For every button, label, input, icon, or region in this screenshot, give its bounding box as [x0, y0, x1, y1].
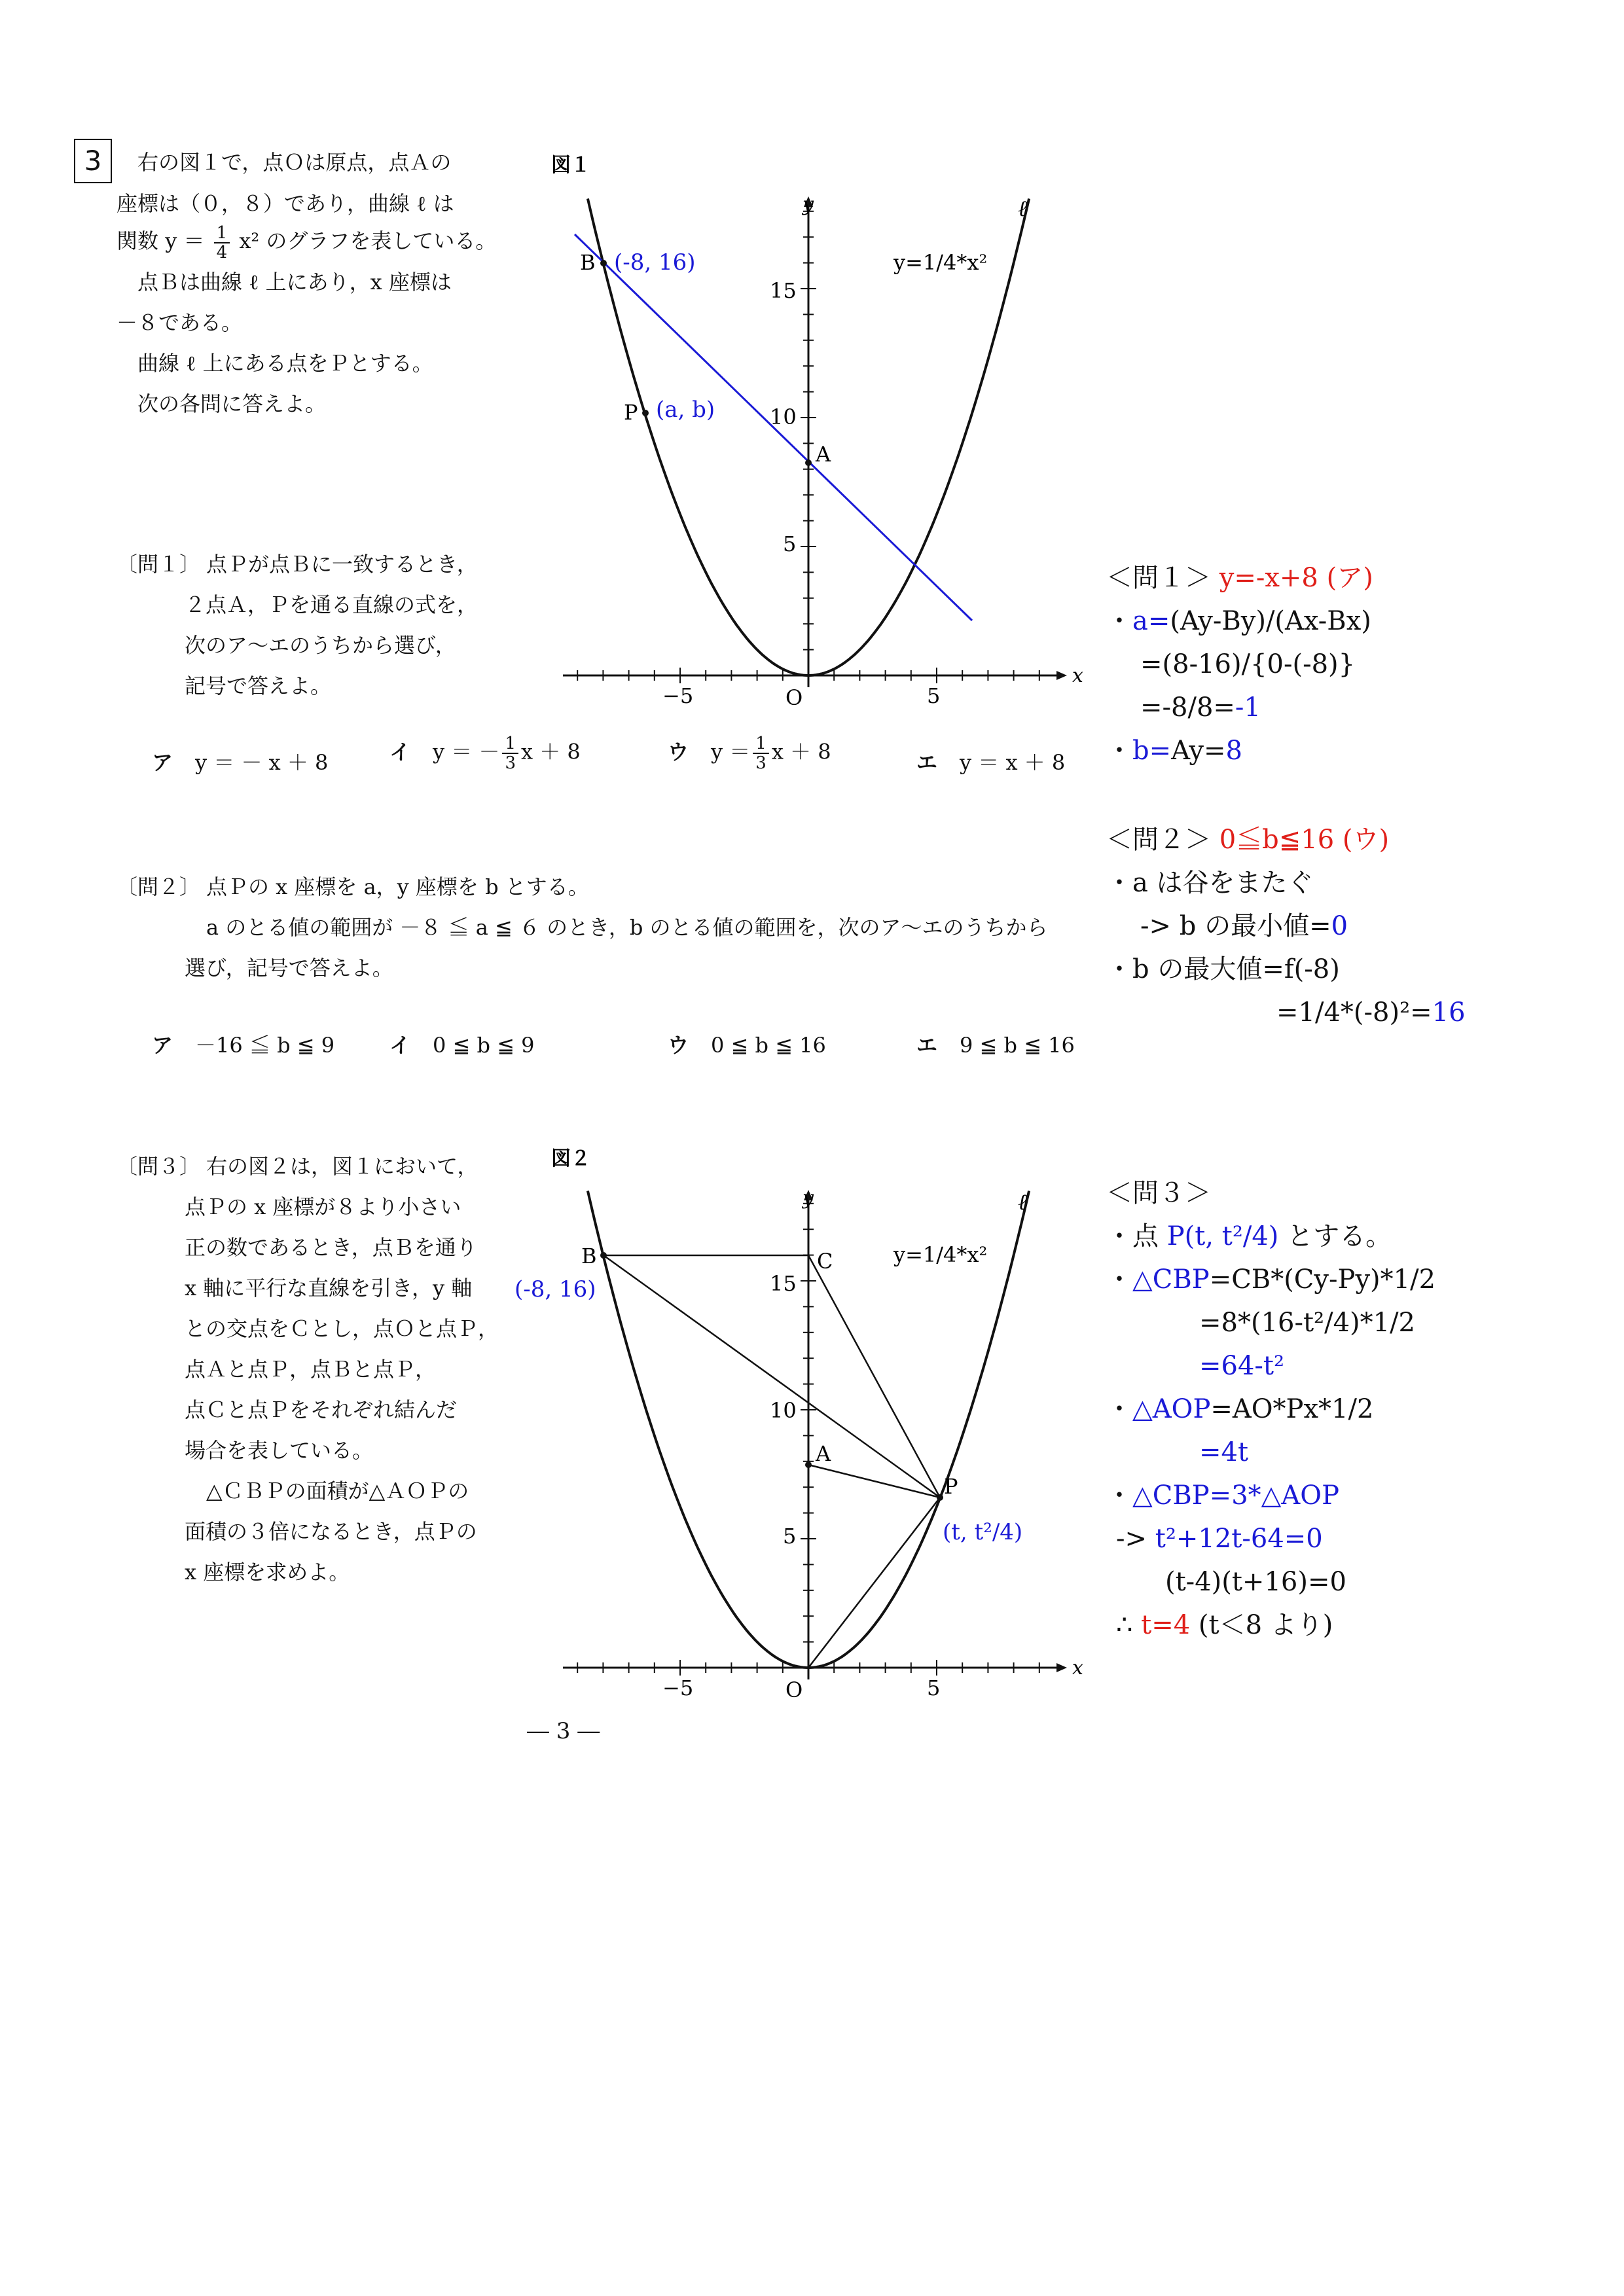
option-post: x ＋ 8: [521, 739, 581, 764]
fig1-equation: y=1/4*x²: [893, 250, 988, 275]
fig2-tick-y-15: 15: [770, 1271, 797, 1296]
fig1-label-p: P: [624, 400, 638, 425]
sol2-min-label: -> b の最小値=: [1140, 911, 1331, 941]
fig1-y-label: y: [803, 193, 814, 216]
sol3-point-p: P(t, t²/4): [1166, 1221, 1279, 1251]
q1-line-4: 記号で答えよ。: [185, 673, 332, 698]
q1-line-1: 点Ｐが点Ｂに一致するとき，: [206, 552, 478, 577]
option-pre: y ＝: [711, 739, 751, 764]
sol3-line-3: =8*(16-t²/4)*1/2: [1199, 1308, 1415, 1338]
q3-line-6: 点Ａと点Ｐ，点Ｂと点Ｐ，: [185, 1357, 437, 1382]
intro-func-prefix: y ＝: [165, 228, 205, 253]
fig2-title: 図２: [551, 1147, 590, 1170]
sol3-line-10: [1116, 1604, 1333, 1647]
option-pre: y ＝ －: [433, 739, 500, 764]
sol3-heading: ＜問３＞: [1106, 1178, 1211, 1208]
fig1-tick-y-15: 15: [770, 278, 797, 303]
sol3-line-8: [1116, 1517, 1323, 1560]
sol3-line-4: =64-t²: [1199, 1351, 1285, 1381]
fig2-origin: O: [785, 1677, 803, 1702]
sol1-intercept: 8: [1225, 736, 1242, 766]
sol1-line-3: [1140, 686, 1261, 729]
sol1-slope: -1: [1235, 692, 1261, 723]
sol3-quadratic: t²+12t-64=0: [1155, 1524, 1323, 1554]
fig1-tick-x-5: 5: [927, 683, 941, 708]
fig2-label-c: C: [817, 1249, 833, 1274]
fig2-x-label: x: [1072, 1657, 1083, 1679]
bullet: ・: [1106, 606, 1132, 636]
intro-line-1: 右の図１で，点Ｏは原点，点Ａの: [137, 150, 452, 175]
sol3-cbp-label: △CBP: [1132, 1265, 1210, 1295]
sol2-max-value: 16: [1432, 997, 1466, 1028]
fig1-tick-x-neg5: −5: [662, 683, 694, 708]
fig1-label-a: A: [816, 442, 831, 467]
fig2-point-a: [805, 1462, 812, 1468]
fig2-coord-p: (t, t²/4): [943, 1519, 1023, 1545]
fig1-x-arrow-icon: [1056, 671, 1067, 680]
option-mark: ウ: [668, 739, 689, 764]
q3-line-1: 右の図２は，図１において，: [206, 1154, 478, 1179]
sol1-line-1: [1106, 600, 1371, 643]
sol1-calc: =-8/8=: [1140, 692, 1235, 723]
intro-line-5: －８である。: [117, 310, 243, 335]
fig2-label-b: B: [581, 1244, 597, 1268]
q3-line-2: 点Ｐの x 座標が８より小さい: [185, 1194, 461, 1219]
option-mark: エ: [916, 750, 938, 775]
q1-label: 〔問１〕: [117, 552, 201, 577]
q3-label: 〔問３〕: [117, 1154, 201, 1179]
sol1-b-label: b=: [1132, 736, 1172, 766]
q1-line-2: ２点Ａ，Ｐを通る直線の式を，: [185, 592, 478, 617]
sol1-heading-line: [1106, 556, 1373, 600]
sol3-point-label: ・点: [1106, 1221, 1167, 1251]
fig1-tick-y-10: 10: [770, 404, 797, 429]
option-text: 0 ≦ b ≦ 9: [433, 1033, 535, 1058]
sol2-max-calc: =1/4*(-8)²=: [1276, 997, 1432, 1028]
sol1-b-calc: Ay=: [1171, 736, 1226, 766]
fig1-coord-b: (-8, 16): [614, 249, 696, 276]
sol3-therefore: ∴: [1116, 1610, 1142, 1640]
intro-line-6: 曲線 ℓ 上にある点をＰとする。: [137, 351, 433, 376]
sol3-arrow: ->: [1116, 1524, 1155, 1554]
intro-line-7: 次の各問に答えよ。: [137, 391, 327, 416]
sol3-line-1: [1106, 1215, 1392, 1258]
fig1-label-b: B: [580, 250, 596, 275]
sol2-line-1: ・a は谷をまたぐ: [1106, 868, 1314, 898]
sol1-formula: (Ay-By)/(Ax-Bx): [1170, 606, 1371, 636]
q2-line-1: 点Ｐの x 座標を a，y 座標を b とする。: [206, 874, 589, 899]
fig1-point-a: [805, 459, 812, 466]
fig2-tick-y-5: 5: [783, 1524, 797, 1549]
frac-den: 3: [505, 753, 516, 773]
option-mark: ア: [152, 1033, 173, 1058]
option-text: y ＝ x ＋ 8: [960, 750, 1066, 775]
q3-line-4: x 軸に平行な直線を引き，y 軸: [185, 1276, 473, 1300]
fig1-origin: O: [785, 685, 803, 710]
option-text: 9 ≦ b ≦ 16: [960, 1033, 1075, 1058]
intro-func-suffix: x² のグラフを表している。: [239, 228, 497, 253]
q3-line-10: 面積の３倍になるとき，点Ｐの: [185, 1519, 477, 1544]
fig2-tick-x-5: 5: [927, 1676, 941, 1700]
option-mark: エ: [916, 1033, 938, 1058]
problem-number: 3: [74, 139, 112, 183]
q1-line-3: 次のア～エのうちから選び，: [185, 633, 456, 658]
frac-den: 3: [755, 753, 767, 773]
fig2-curve-label: ℓ: [1018, 1189, 1028, 1215]
bullet: ・: [1106, 736, 1132, 766]
q3-line-9: △ＣＢＰの面積が△ＡＯＰの: [206, 1479, 469, 1503]
option-mark: ア: [152, 750, 173, 775]
sol3-line-5: [1106, 1388, 1373, 1431]
q3-line-8: 場合を表している。: [185, 1438, 374, 1463]
sol1-answer: y=-x+8 (ア): [1219, 563, 1373, 593]
frac-num: 1: [753, 734, 769, 754]
sol3-line-6: =4t: [1199, 1437, 1249, 1467]
frac-num: 1: [502, 734, 518, 754]
fig1-tick-y-5: 5: [783, 531, 797, 556]
sol2-line-3: ・b の最大値=f(-8): [1106, 954, 1340, 984]
fig2-label-a: A: [816, 1441, 831, 1466]
option-text: 0 ≦ b ≦ 16: [711, 1033, 826, 1058]
sol1-heading: ＜問１＞: [1106, 563, 1211, 593]
fig2-segment-ap: [808, 1465, 940, 1498]
sol3-relation: △CBP=3*△AOP: [1132, 1480, 1339, 1511]
sol1-a-label: a=: [1132, 606, 1170, 636]
option-mark: イ: [389, 1033, 411, 1058]
frac-num: 1: [214, 224, 230, 243]
intro-func-label: 関数: [117, 228, 159, 253]
option-mark: ウ: [668, 1033, 689, 1058]
sol2-line-4: [1276, 991, 1466, 1034]
sol3-line-9: (t-4)(t+16)=0: [1165, 1567, 1346, 1597]
q3-line-5: との交点をＣとし，点Ｏと点Ｐ，: [185, 1316, 499, 1341]
fig2-tick-x-neg5: −5: [662, 1676, 694, 1700]
page-number: ― 3 ―: [527, 1718, 600, 1744]
sol1-line-2: =(8-16)/{0-(-8)}: [1140, 649, 1356, 679]
fig2-label-p: P: [944, 1474, 958, 1499]
sol2-line-2: [1140, 905, 1348, 948]
fig2-x-arrow-icon: [1056, 1663, 1067, 1672]
fig2-tick-y-10: 10: [770, 1398, 797, 1423]
option-text: y ＝ － x ＋ 8: [195, 750, 329, 775]
q2-line-2: a のとる値の範囲が －８ ≦ a ≦ ６ のとき，b のとる値の範囲を，次のア～エのうちから: [206, 915, 1048, 940]
option-mark: イ: [389, 739, 411, 764]
sol3-condition: (t＜8 より): [1190, 1610, 1333, 1640]
sol2-answer: 0≦b≦16 (ウ): [1219, 825, 1390, 855]
sol3-aop-formula: =AO*Px*1/2: [1210, 1394, 1374, 1424]
sol3-line-2: [1106, 1258, 1435, 1301]
sol2-heading-line: [1106, 818, 1389, 861]
fig1-point-p: [642, 410, 649, 416]
sol2-heading: ＜問２＞: [1106, 825, 1211, 855]
q3-line-7: 点Ｃと点Ｐをそれぞれ結んだ: [185, 1397, 458, 1422]
sol2-min-value: 0: [1331, 911, 1348, 941]
bullet: ・: [1106, 1480, 1132, 1511]
intro-line-4: 点Ｂは曲線 ℓ 上にあり，x 座標は: [137, 270, 452, 295]
fig2-coord-b: (-8, 16): [514, 1276, 596, 1302]
fig2-point-b: [600, 1252, 607, 1259]
fig2-equation: y=1/4*x²: [893, 1242, 988, 1267]
fig1-x-label: x: [1072, 664, 1083, 687]
sol3-line-7: [1106, 1474, 1339, 1517]
sol3-cbp-formula: =CB*(Cy-Py)*1/2: [1209, 1265, 1436, 1295]
sol1-line-4: [1106, 729, 1242, 772]
sol3-point-suffix: とする。: [1278, 1221, 1392, 1251]
q3-line-11: x 座標を求めよ。: [185, 1560, 350, 1585]
bullet: ・: [1106, 1394, 1132, 1424]
q2-label: 〔問２〕: [117, 874, 201, 899]
option-post: x ＋ 8: [771, 739, 831, 764]
option-text: －16 ≦ b ≦ 9: [195, 1033, 335, 1058]
fig2-y-label: y: [803, 1187, 814, 1210]
fig1-coord-p: (a, b): [656, 397, 715, 423]
intro-line-2: 座標は（０，８）であり，曲線 ℓ は: [117, 191, 454, 216]
fig1-curve-label: ℓ: [1018, 196, 1028, 222]
q2-line-3: 選び，記号で答えよ。: [185, 956, 393, 980]
fig1-point-b: [600, 260, 607, 266]
sol3-aop-label: △AOP: [1132, 1394, 1211, 1424]
fig2-point-p: [937, 1494, 943, 1501]
fig2-segment-op: [808, 1498, 940, 1668]
sol3-answer: t=4: [1141, 1610, 1191, 1640]
q3-line-3: 正の数であるとき，点Ｂを通り: [185, 1235, 477, 1260]
bullet: ・: [1106, 1265, 1132, 1295]
fig1-title: 図１: [551, 154, 590, 177]
frac-den: 4: [216, 242, 228, 262]
